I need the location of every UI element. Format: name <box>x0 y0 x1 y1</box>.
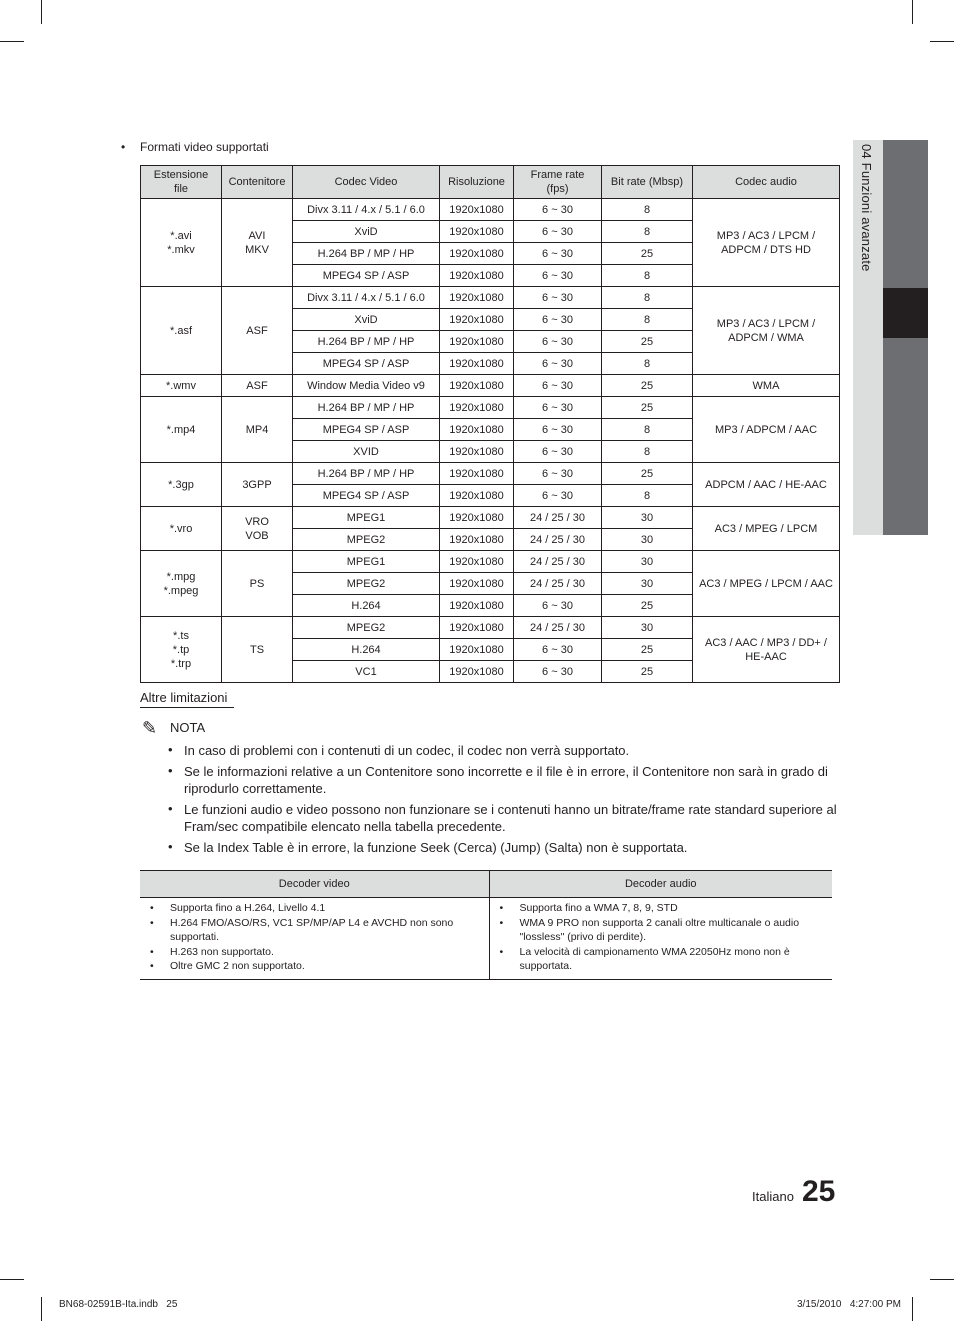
list-item <box>494 916 829 945</box>
header-contenitore: Contenitore <box>222 166 293 199</box>
decoder-video-text: H.264 FMO/ASO/RS, VC1 SP/MP/AP L4 e AVCHD non sono supportati. <box>170 916 454 943</box>
cell-frame-rate: 6 ~ 30 <box>514 199 602 221</box>
cell-codec-video: XVID <box>293 441 440 463</box>
bullet: • <box>121 140 126 154</box>
header-estensione: Estensione file <box>141 166 222 199</box>
cell-bit-rate: 30 <box>602 573 693 595</box>
cell-frame-rate: 24 / 25 / 30 <box>514 617 602 639</box>
decoder-audio-text: WMA 9 PRO non supporta 2 canali oltre multicanale o audio "lossless" (privo di perdite). <box>519 916 800 943</box>
cell-frame-rate: 6 ~ 30 <box>514 463 602 485</box>
cell-bit-rate: 25 <box>602 639 693 661</box>
cell-frame-rate: 6 ~ 30 <box>514 419 602 441</box>
cell-bit-rate: 30 <box>602 507 693 529</box>
cell-bit-rate: 8 <box>602 221 693 243</box>
cell-extension: *.3gp <box>141 463 222 507</box>
cell-codec-video: H.264 BP / MP / HP <box>293 331 440 353</box>
list-item <box>494 901 829 916</box>
cell-extension: *.asf <box>141 287 222 375</box>
bullet: • <box>168 801 173 816</box>
cell-bit-rate: 25 <box>602 375 693 397</box>
list-item <box>144 916 485 945</box>
crop-mark <box>41 1297 42 1321</box>
cell-extension: *.ts *.tp *.trp <box>141 617 222 683</box>
cell-frame-rate: 24 / 25 / 30 <box>514 573 602 595</box>
cell-frame-rate: 24 / 25 / 30 <box>514 529 602 551</box>
cell-frame-rate: 6 ~ 30 <box>514 353 602 375</box>
cell-codec-video: MPEG2 <box>293 529 440 551</box>
cell-codec-video: H.264 <box>293 595 440 617</box>
header-decoder-video: Decoder video <box>140 871 489 898</box>
side-tab-active-marker <box>883 288 928 338</box>
cell-bit-rate: 8 <box>602 419 693 441</box>
crop-mark <box>0 1279 24 1280</box>
table-row <box>141 287 840 309</box>
cell-resolution: 1920x1080 <box>440 221 514 243</box>
print-file-info: BN68-02591B-Ita.indb 25 <box>59 1299 178 1310</box>
cell-codec-audio: MP3 / AC3 / LPCM / ADPCM / WMA <box>693 287 840 375</box>
cell-codec-video: Divx 3.11 / 4.x / 5.1 / 6.0 <box>293 287 440 309</box>
bullet: • <box>150 916 154 929</box>
limitations-title: Altre limitazioni <box>140 690 234 708</box>
cell-codec-audio: WMA <box>693 375 840 397</box>
cell-bit-rate: 30 <box>602 551 693 573</box>
cell-container: 3GPP <box>222 463 293 507</box>
cell-codec-video: VC1 <box>293 661 440 683</box>
side-tab-dark-bar <box>883 338 928 535</box>
cell-codec-video: H.264 <box>293 639 440 661</box>
decoder-audio-text: La velocità di campionamento WMA 22050Hz mono non è supportata. <box>519 945 790 972</box>
crop-mark <box>930 41 954 42</box>
cell-bit-rate: 8 <box>602 485 693 507</box>
list-item <box>144 901 485 916</box>
cell-codec-video: MPEG1 <box>293 507 440 529</box>
cell-bit-rate: 8 <box>602 199 693 221</box>
crop-mark <box>41 0 42 24</box>
cell-resolution: 1920x1080 <box>440 287 514 309</box>
cell-codec-audio: AC3 / AAC / MP3 / DD+ / HE-AAC <box>693 617 840 683</box>
decoder-video-text: Oltre GMC 2 non supportato. <box>170 960 305 972</box>
list-item <box>168 801 840 835</box>
crop-mark <box>912 1297 913 1321</box>
cell-resolution: 1920x1080 <box>440 331 514 353</box>
cell-resolution: 1920x1080 <box>440 419 514 441</box>
cell-container: MP4 <box>222 397 293 463</box>
bullet: • <box>499 945 504 958</box>
section-intro-text: Formati video supportati <box>140 140 269 154</box>
cell-codec-video: MPEG4 SP / ASP <box>293 419 440 441</box>
decoder-video-cell <box>140 898 489 980</box>
cell-codec-audio: ADPCM / AAC / HE-AAC <box>693 463 840 507</box>
cell-bit-rate: 25 <box>602 595 693 617</box>
cell-resolution: 1920x1080 <box>440 309 514 331</box>
cell-container: TS <box>222 617 293 683</box>
cell-resolution: 1920x1080 <box>440 463 514 485</box>
side-tab-dark-bar <box>883 140 928 288</box>
cell-bit-rate: 8 <box>602 441 693 463</box>
note-text: Se le informazioni relative a un Contenitore sono incorrette e il file è in errore, il Contenitore non sarà in grado di riprodurlo correttamente. <box>184 764 828 796</box>
cell-codec-video: XviD <box>293 309 440 331</box>
cell-resolution: 1920x1080 <box>440 375 514 397</box>
cell-frame-rate: 6 ~ 30 <box>514 243 602 265</box>
cell-resolution: 1920x1080 <box>440 397 514 419</box>
cell-frame-rate: 6 ~ 30 <box>514 639 602 661</box>
cell-container: ASF <box>222 287 293 375</box>
table-row <box>141 507 840 529</box>
cell-bit-rate: 8 <box>602 309 693 331</box>
cell-extension: *.avi *.mkv <box>141 199 222 287</box>
header-risoluzione: Risoluzione <box>440 166 514 199</box>
cell-codec-audio: MP3 / ADPCM / AAC <box>693 397 840 463</box>
cell-bit-rate: 30 <box>602 529 693 551</box>
header-decoder-audio: Decoder audio <box>489 871 832 898</box>
cell-resolution: 1920x1080 <box>440 243 514 265</box>
cell-frame-rate: 6 ~ 30 <box>514 397 602 419</box>
bullet: • <box>150 960 154 972</box>
header-frame-rate: Frame rate (fps) <box>514 166 602 199</box>
list-item <box>168 763 840 797</box>
decoder-video-text: Supporta fino a H.264, Livello 4.1 <box>170 902 326 914</box>
crop-mark <box>912 0 913 24</box>
pencil-icon: ✎ <box>142 718 158 738</box>
cell-codec-audio: AC3 / MPEG / LPCM <box>693 507 840 551</box>
cell-frame-rate: 6 ~ 30 <box>514 441 602 463</box>
cell-extension: *.wmv <box>141 375 222 397</box>
cell-codec-video: MPEG4 SP / ASP <box>293 265 440 287</box>
list-item <box>144 945 485 960</box>
note-list <box>168 742 840 860</box>
cell-resolution: 1920x1080 <box>440 485 514 507</box>
cell-resolution: 1920x1080 <box>440 595 514 617</box>
bullet: • <box>150 902 154 914</box>
cell-frame-rate: 24 / 25 / 30 <box>514 551 602 573</box>
cell-container: PS <box>222 551 293 617</box>
bullet: • <box>168 763 173 778</box>
cell-codec-video: MPEG4 SP / ASP <box>293 485 440 507</box>
cell-container: AVI MKV <box>222 199 293 287</box>
cell-frame-rate: 6 ~ 30 <box>514 309 602 331</box>
cell-codec-video: Divx 3.11 / 4.x / 5.1 / 6.0 <box>293 199 440 221</box>
cell-resolution: 1920x1080 <box>440 617 514 639</box>
cell-frame-rate: 6 ~ 30 <box>514 331 602 353</box>
cell-bit-rate: 25 <box>602 661 693 683</box>
cell-resolution: 1920x1080 <box>440 529 514 551</box>
header-codec-video: Codec Video <box>293 166 440 199</box>
note-text: In caso di problemi con i contenuti di un codec, il codec non verrà supportato. <box>184 743 630 758</box>
note-text: Se la Index Table è in errore, la funzione Seek (Cerca) (Jump) (Salta) non è supportata. <box>184 840 688 855</box>
cell-bit-rate: 8 <box>602 353 693 375</box>
table-row <box>141 375 840 397</box>
cell-frame-rate: 6 ~ 30 <box>514 287 602 309</box>
cell-container: ASF <box>222 375 293 397</box>
cell-codec-video: H.264 BP / MP / HP <box>293 397 440 419</box>
cell-frame-rate: 24 / 25 / 30 <box>514 507 602 529</box>
decoder-audio-text: Supporta fino a WMA 7, 8, 9, STD <box>519 902 678 914</box>
cell-bit-rate: 8 <box>602 287 693 309</box>
decoder-table <box>140 870 832 980</box>
table-row <box>141 199 840 221</box>
cell-bit-rate: 8 <box>602 265 693 287</box>
header-codec-audio: Codec audio <box>693 166 840 199</box>
note-text: Le funzioni audio e video possono non funzionare se i contenuti hanno un bitrate/frame rate standard superiore al Fram/sec compatibile elencato nella tabella precedente. <box>184 802 837 834</box>
table-row <box>141 551 840 573</box>
cell-bit-rate: 30 <box>602 617 693 639</box>
bullet: • <box>499 902 504 914</box>
chapter-side-tab <box>853 140 928 535</box>
page-number: 25 <box>802 1175 836 1208</box>
print-timestamp: 3/15/2010 4:27:00 PM <box>797 1299 901 1310</box>
cell-codec-video: H.264 BP / MP / HP <box>293 463 440 485</box>
crop-mark <box>0 41 24 42</box>
cell-codec-video: MPEG2 <box>293 617 440 639</box>
cell-codec-video: H.264 BP / MP / HP <box>293 243 440 265</box>
cell-resolution: 1920x1080 <box>440 353 514 375</box>
note-label: NOTA <box>170 720 206 735</box>
list-item <box>168 839 840 856</box>
cell-bit-rate: 25 <box>602 331 693 353</box>
table-row <box>141 617 840 639</box>
cell-bit-rate: 25 <box>602 463 693 485</box>
cell-codec-video: MPEG2 <box>293 573 440 595</box>
bullet: • <box>499 916 504 929</box>
cell-container: VRO VOB <box>222 507 293 551</box>
cell-frame-rate: 6 ~ 30 <box>514 221 602 243</box>
cell-bit-rate: 25 <box>602 397 693 419</box>
bullet: • <box>168 839 173 854</box>
cell-bit-rate: 25 <box>602 243 693 265</box>
cell-resolution: 1920x1080 <box>440 639 514 661</box>
list-item <box>144 959 485 974</box>
cell-resolution: 1920x1080 <box>440 661 514 683</box>
decoder-audio-cell <box>489 898 832 980</box>
header-bit-rate: Bit rate (Mbsp) <box>602 166 693 199</box>
crop-mark <box>930 1279 954 1280</box>
cell-resolution: 1920x1080 <box>440 441 514 463</box>
cell-frame-rate: 6 ~ 30 <box>514 485 602 507</box>
list-item <box>168 742 840 759</box>
cell-codec-video: XviD <box>293 221 440 243</box>
list-item <box>494 945 829 974</box>
cell-frame-rate: 6 ~ 30 <box>514 265 602 287</box>
cell-resolution: 1920x1080 <box>440 265 514 287</box>
cell-resolution: 1920x1080 <box>440 507 514 529</box>
cell-resolution: 1920x1080 <box>440 573 514 595</box>
cell-resolution: 1920x1080 <box>440 551 514 573</box>
note-heading <box>142 718 205 739</box>
page-language: Italiano <box>752 1189 794 1204</box>
cell-frame-rate: 6 ~ 30 <box>514 375 602 397</box>
table-row <box>140 898 832 980</box>
video-formats-table <box>140 165 840 683</box>
cell-extension: *.mpg *.mpeg <box>141 551 222 617</box>
table-header-row <box>141 166 840 199</box>
cell-codec-video: Window Media Video v9 <box>293 375 440 397</box>
section-intro <box>121 140 269 154</box>
cell-resolution: 1920x1080 <box>440 199 514 221</box>
cell-extension: *.mp4 <box>141 397 222 463</box>
bullet: • <box>168 742 173 757</box>
table-row <box>141 397 840 419</box>
cell-codec-audio: MP3 / AC3 / LPCM / ADPCM / DTS HD <box>693 199 840 287</box>
chapter-label: 04 Funzioni avanzate <box>859 144 874 272</box>
cell-codec-audio: AC3 / MPEG / LPCM / AAC <box>693 551 840 617</box>
cell-extension: *.vro <box>141 507 222 551</box>
bullet: • <box>150 945 154 958</box>
cell-codec-video: MPEG4 SP / ASP <box>293 353 440 375</box>
table-row <box>141 463 840 485</box>
cell-frame-rate: 6 ~ 30 <box>514 661 602 683</box>
cell-codec-video: MPEG1 <box>293 551 440 573</box>
cell-frame-rate: 6 ~ 30 <box>514 595 602 617</box>
table-header-row <box>140 871 832 898</box>
decoder-video-text: H.263 non supportato. <box>170 945 274 958</box>
